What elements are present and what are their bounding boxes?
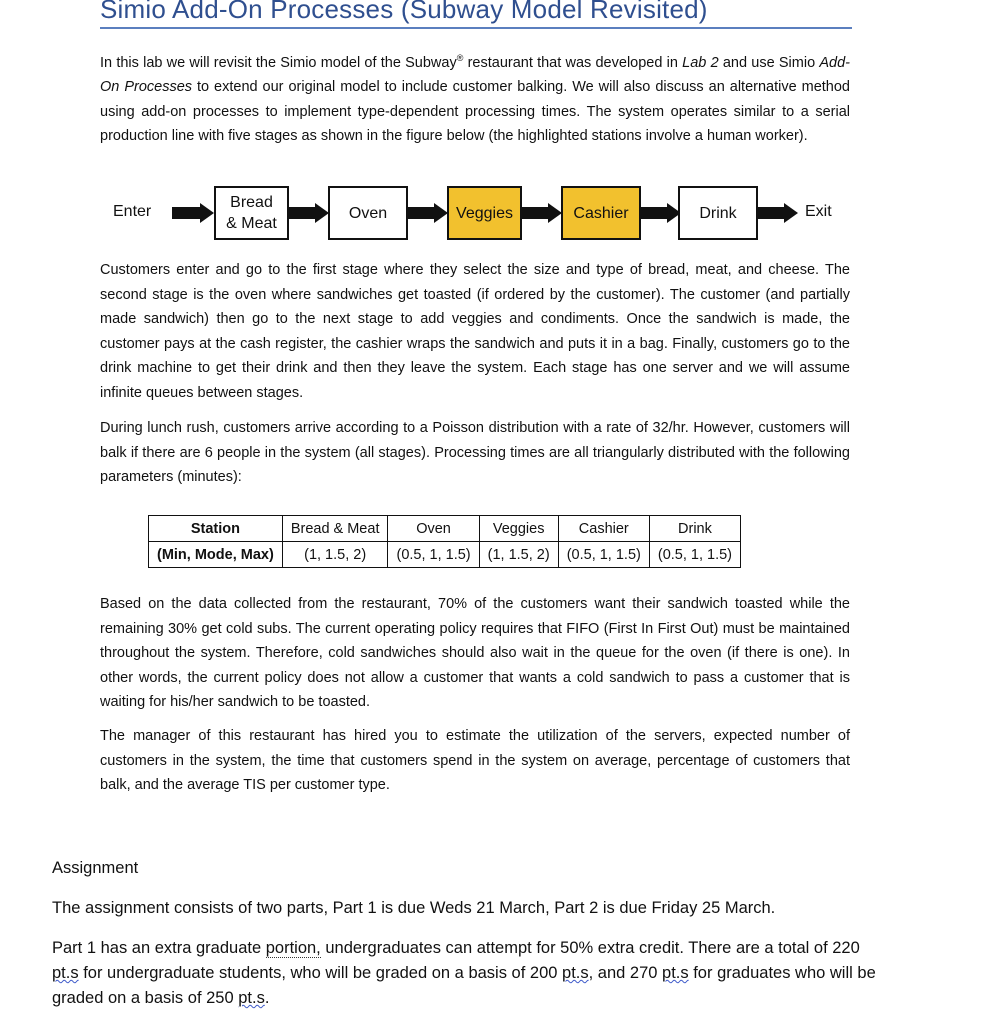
lunch-rush-paragraph: During lunch rush, customers arrive according to a Poisson distribution with a rate of 32/hr. However, customers will balk if there are 6 people in the system (all stages). Processing times are all triangularly distributed with the following parameters (minutes): [100,420,850,485]
enter-label: Enter [113,203,152,220]
assignment-points-paragraph [52,936,882,1011]
table-header-row [149,516,741,542]
pts-word: pt.s [562,964,589,982]
stage-cashier-label: Cashier [573,204,629,222]
points-text-5: for graduates who will be graded on a basis of 250 [52,964,876,1007]
stage-drink-label: Drink [699,204,737,222]
points-text-4: , and 270 [588,964,663,982]
add-on-processes-term: Add-On Processes [100,54,850,96]
portion-word: portion, [265,939,321,957]
table-cell: Bread & Meat [282,516,388,542]
arrow-enter [172,203,216,223]
stage-oven [328,186,408,240]
table-cell: (1, 1.5, 2) [479,542,558,568]
manager-paragraph: The manager of this restaurant has hired you to estimate the utilization of the servers, expected number of customers in the system, the time that customers spend in the system on average, percentage of customers that balk, and the average TIS per customer type. [100,728,850,793]
stage-oven-label: Oven [348,204,388,222]
data-collection-paragraph: Based on the data collected from the restaurant, 70% of the customers want their sandwich toasted while the remaining 30% get cold subs. The current operating policy requires that FIFO (First In First Out) must be maintained throughout the system. Therefore, cold sandwiches should also wait in the queue for the oven (if there is one). In other words, the current policy does not allow a customer that wants a cold sandwich to pass a customer that is waiting for his/her sandwich to be toasted. [100,596,850,710]
registered-mark: ® [456,53,464,63]
points-text-3: for undergraduate students, who will be graded on a basis of 200 [78,964,563,982]
table-cell: (Min, Mode, Max) [149,542,283,568]
table-cell: (1, 1.5, 2) [282,542,388,568]
pts-word: pt.s [52,964,79,982]
intro-text-3: and use Simio [718,54,820,71]
page-title: Simio Add-On Processes (Subway Model Revisited) [100,0,708,24]
arrow-exit [758,203,800,223]
assignment-heading: Assignment [52,859,139,877]
assignment-due-dates: The assignment consists of two parts, Part 1 is due Weds 21 March, Part 2 is due Friday 25 March. [52,899,776,917]
arrow-4 [641,203,683,223]
stage-drink [678,186,758,240]
points-text-6: . [264,989,270,1007]
table-cell: Veggies [479,516,558,542]
points-text-2: undergraduates can attempt for 50% extra credit. There are a total of 220 [320,939,860,957]
pts-word: pt.s [662,964,689,982]
intro-text-1: In this lab we will revisit the Simio model of the Subway [100,54,457,71]
processing-times-table [148,515,741,568]
process-flow-diagram [0,0,984,260]
arrow-2 [408,203,450,223]
table-cell: (0.5, 1, 1.5) [649,542,740,568]
arrow-3 [522,203,564,223]
customers-paragraph: Customers enter and go to the first stage where they select the size and type of bread, meat, and cheese. The second stage is the oven where sandwiches get toasted (if ordered by the customer). The customer (and partially made sandwich) then go to the next stage to add veggies and condiments. Once the sandwich is made, the customer pays at the cash register, the cashier wraps the sandwich and puts it in a bag. Finally, customers go to the drink machine to get their drink and then they leave the system. Each stage has one server and we will assume infinite queues between stages. [100,262,850,401]
stage-cashier [561,186,641,240]
stage-veggies [447,186,522,240]
exit-label: Exit [805,203,832,220]
intro-text-2: restaurant that was developed in [463,54,683,71]
table-row [149,542,741,568]
table-cell: (0.5, 1, 1.5) [558,542,649,568]
points-text-1: Part 1 has an extra graduate [52,939,266,957]
arrow-1 [289,203,331,223]
table-cell: Cashier [558,516,649,542]
intro-text-4: to extend our original model to include customer balking. We will also discuss an alternative method using add-on processes to implement type-dependent processing times. The system operates similar to a serial production line with five stages as shown in the figure below (the highlighted stations involve a human worker). [100,79,850,145]
table-cell: Station [149,516,283,542]
table-cell: (0.5, 1, 1.5) [388,542,479,568]
stage-veggies-label: Veggies [456,204,513,222]
table-cell: Drink [649,516,740,542]
pts-word: pt.s [238,989,265,1007]
lab-reference: Lab 2 [682,54,719,71]
stage-bread-meat [214,186,289,240]
stage-bread-meat-line1: Bread [230,194,273,211]
stage-bread-meat-line2: & Meat [226,215,277,232]
table-cell: Oven [388,516,479,542]
